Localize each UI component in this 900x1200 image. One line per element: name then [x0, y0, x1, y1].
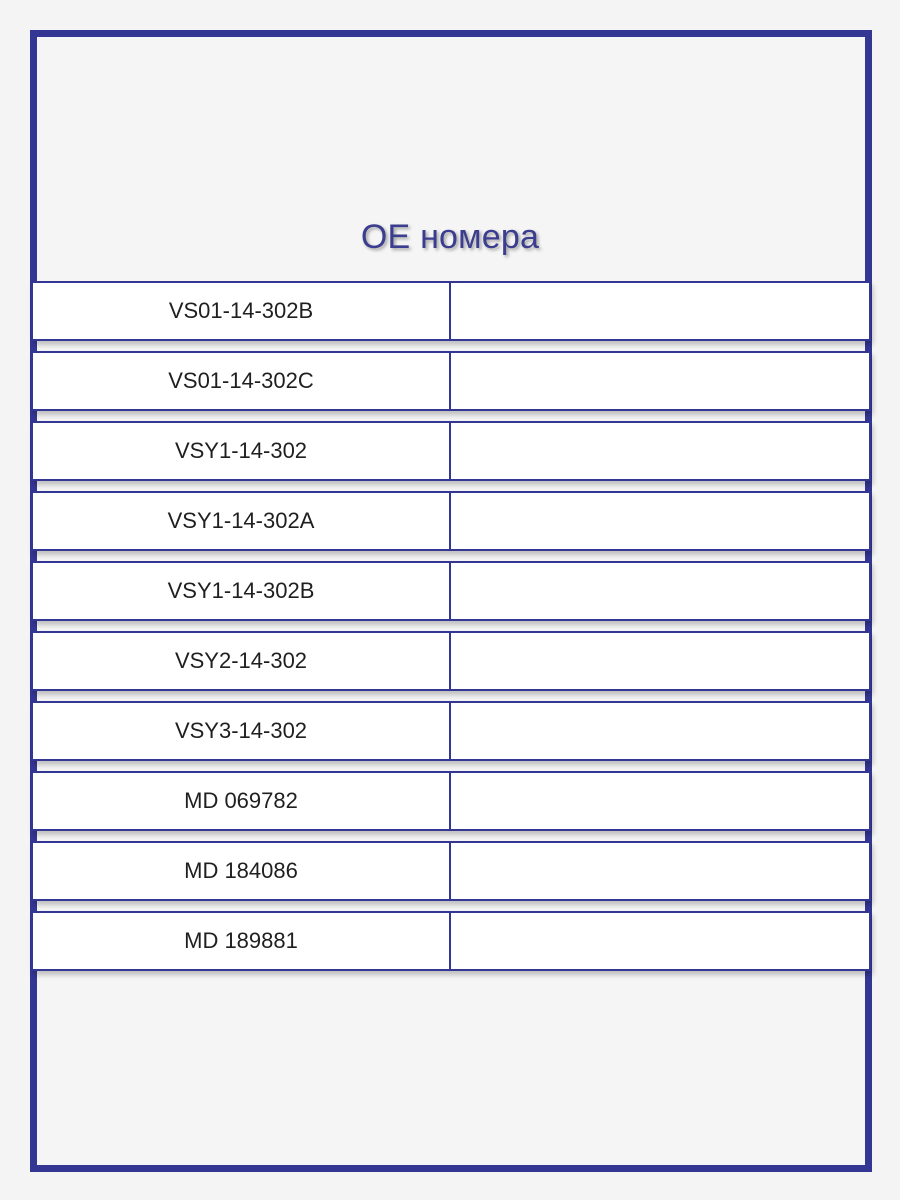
empty-cell — [451, 423, 869, 479]
oe-number-cell: VS01-14-302C — [33, 353, 451, 409]
empty-cell — [451, 633, 869, 689]
empty-cell — [451, 843, 869, 899]
page-title: OE номера — [360, 218, 540, 256]
empty-cell — [451, 563, 869, 619]
table-row — [31, 491, 871, 551]
table-row — [31, 281, 871, 341]
oe-number-cell: VSY1-14-302 — [33, 423, 451, 479]
table-row — [31, 911, 871, 971]
empty-cell — [451, 353, 869, 409]
oe-number-cell: VS01-14-302B — [33, 283, 451, 339]
table-row — [31, 701, 871, 761]
oe-number-cell: VSY3-14-302 — [33, 703, 451, 759]
table-row — [31, 421, 871, 481]
oe-number-cell: VSY1-14-302B — [33, 563, 451, 619]
oe-number-cell: MD 184086 — [33, 843, 451, 899]
empty-cell — [451, 913, 869, 969]
table-row — [31, 351, 871, 411]
table-row — [31, 631, 871, 691]
table-row — [31, 771, 871, 831]
oe-number-cell: MD 189881 — [33, 913, 451, 969]
oe-number-cell: VSY2-14-302 — [33, 633, 451, 689]
oe-number-cell: VSY1-14-302A — [33, 493, 451, 549]
empty-cell — [451, 283, 869, 339]
empty-cell — [451, 493, 869, 549]
empty-cell — [451, 703, 869, 759]
table-row — [31, 561, 871, 621]
empty-cell — [451, 773, 869, 829]
oe-number-cell: MD 069782 — [33, 773, 451, 829]
table-row — [31, 841, 871, 901]
